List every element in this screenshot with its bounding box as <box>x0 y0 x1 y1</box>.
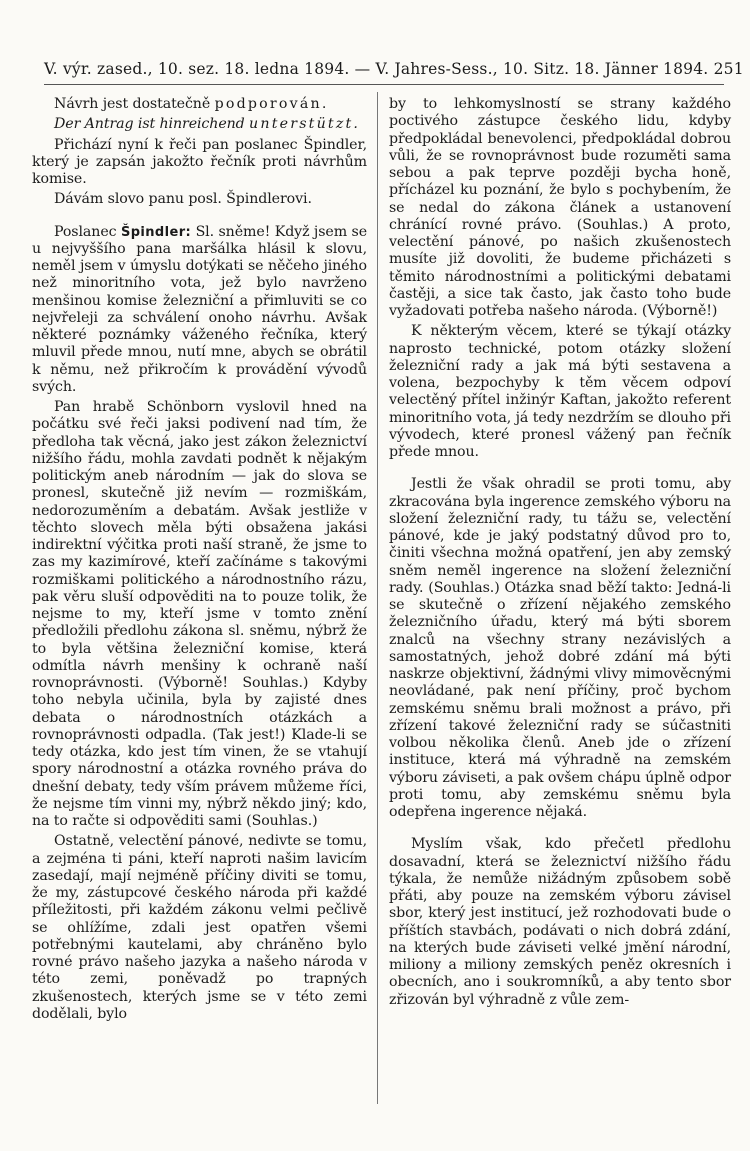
speech-paragraph: Ostatně, velectění pánové, nedivte se tomu, a zejména ti páni, kteří naproti našim lavicím zasedají, mají nejméně příčiny diviti se tomu, že my, zástupcové českého národa při každé příležitosti, při každém zákonu velmi pečlivě se ohlížíme, zdali jest opatřen všemi potřebnými kautelami, aby chráněno bylo rovné právo našeho jazyka a našeho národa v této zemi, poněvadž po trapných zkušenostech, kterých jsme se v této zemi dodělali, bylo <box>32 833 367 1022</box>
motion-supported-german: Der Antrag ist hinreichend unterstützt. <box>54 116 361 133</box>
speech-paragraph: by to lehkomyslností se strany každého poctivého zástupce českého lidu, kdyby předpokládal benevolenci, předpokládal dobrou vůli, že se rovnoprávnost bude rozuměti sama sebou a pak teprve později bycha honě, přícházel ku poznání, že bylo s pochybením, že se nedal do zákona článek a ustanovení chránící rovné právo. (Souhlas.) A proto, velectění pánové, po našich zkušenostech musíte již dovoliti, že budeme přicházeti s těmito národnostními a politickými debatami častěji, a sice tak často, jak často toho bude vyžadovati potřeba našeho národa. (Výborně!) <box>389 96 731 319</box>
header-separator: — <box>354 60 371 78</box>
header-left: V. výr. zased., 10. sez. 18. ledna 1894. <box>44 60 350 78</box>
left-column <box>32 96 367 1023</box>
speech-paragraph: Pan hrabě Schönborn vyslovil hned na počátku své řeči jaksi podivení nad tím, že předloha tak věcná, jako jest zákon železnictví nižšího řádu, mohla zavdati podnět k nějakým politickým aneb národním — jak do slova se pronesl, skutečně již nevím — rozmiškám, nedorozuměním a debatám. Avšak jestliže v těchto slovech měla býti obsažena jakási indirektní výčitka proti naší straně, že jsme to zas my kazimírové, kteří začínáme s takovými rozmiškami politického a národnostního rázu, pak věru sluší odpověditi na to pouze tolik, že nejsme to my, kteří jsme v tomto znění předložili předlohu zákona sl. sněmu, nýbrž že to byla většina železniční komise, která odmítla návrh menšiny k ochraně naší rovnoprávnosti. (Výborně! Souhlas.) Kdyby toho nebyla učinila, byla by zajisté dnes debata o národnostních otázkách a rovnoprávnosti odpadla. (Tak jest!) Klade-li se tedy otázka, kdo jest tím vinen, že se vtahují spory národnostní a otázka rovného práva do dnešní debaty, tedy vším právem můžeme říci, že nejsme tím vinni my, nýbrž někdo jiný; kdo, na to račte si odpověditi sami (Souhlas.) <box>32 399 367 829</box>
motion-supported: Návrh jest dostatečně podporován. <box>54 96 329 112</box>
running-header <box>44 60 744 85</box>
floor-given: Dávám slovo panu posl. Špindlerovi. <box>54 191 312 208</box>
speech-paragraph: Jestli že však ohradil se proti tomu, aby zkracována byla ingerence zemského výboru na složení železniční rady, tu tážu se, velectění pánové, kde je jaký podstatný důvod pro to, činiti všechna možná opatření, jen aby zemský sněm neměl ingerence na složení železniční rady. (Souhlas.) Otázka snad běží takto: Jedná-li se skutečně o zřízení nějakého zemského železničního úřadu, který má býti sborem znalců na všechny strany nezávislých a samostatných, jehož dobré zdání má býti naskrze objektivní, žádnými vlivy mimověcnými neovládané, pak není příčiny, proč bychom zemskému sněmu brali možnost a právo, při zřízení takové železniční rady se súčastniti volbou několika členů. Aneb jde o zřízení instituce, která má výhradně na zemském výboru záviseti, a pak ovšem chápu úplně odpor proti tomu, aby zemskému sněmu byla odepřena ingerence nějaká. <box>389 476 731 820</box>
column-divider <box>377 92 378 1104</box>
page-number: 251 <box>713 60 744 78</box>
right-column <box>389 96 731 1009</box>
speaker-announcement: Přichází nyní k řeči pan poslanec Špindler, který je zapsán jakožto řečník proti návrhům komise. <box>32 136 367 187</box>
speech-opening: Poslanec Špindler: Sl. sněme! Když jsem se u nejvyššího pana maršálka hlásil k slovu, neměl jsem v úmyslu dotýkati se něčeho jiného než minoritního vota, jež bylo navrženo menšinou komise železniční a přimluviti se co nejvřeleji za schválení onoho návrhu. Avšak některé poznámky váženého řečníka, který mluvil přede mnou, nutí mne, abych se obrátil k němu, než přikročím k provádění vývodů svých. <box>32 223 367 395</box>
header-right: V. Jahres-Sess., 10. Sitz. 18. Jänner 1894. <box>375 60 709 78</box>
speech-paragraph: Myslím však, kdo přečetl předlohu dosavadní, která se železnictví nižšího řádu týkala, že nemůže nižádným způsobem sobě přáti, aby pouze na zemském výboru závisel sbor, který jest institucí, jež rozhodovati bude o příštích stavbách, podávati o nich dobrá zdání, na kterých bude záviseti velké jmění národní, miliony a miliony zemských peněz okresních i obecních, ano i soukromníků, a aby tento sbor zřizován byl výhradně z vůle zem- <box>389 836 731 1008</box>
speech-paragraph: K některým věcem, které se týkají otázky naprosto technické, potom otázky složení železniční rady a jak má býti sestavena a volena, bezpochyby k těm věcem odpoví velectěný přítel inžinýr Kaftan, jakožto referent minoritního vota, já tedy nezdržím se dlouho při vývodech, které pronesl vážený pan řečník přede mnou. <box>389 323 731 460</box>
speaker-name: Špindler: <box>120 224 192 240</box>
